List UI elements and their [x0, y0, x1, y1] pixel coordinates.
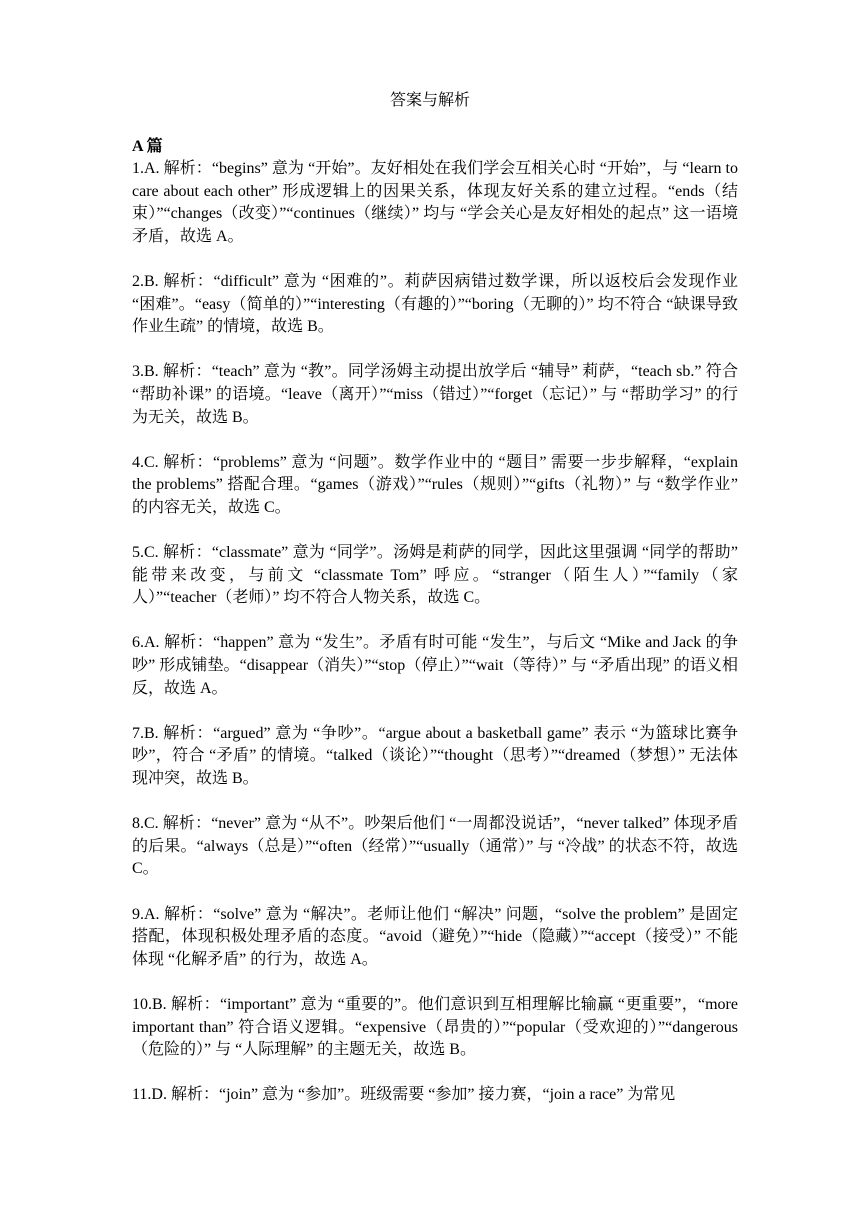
answer-item-4: 4.C. 解析：“problems” 意为 “问题”。数学作业中的 “题目” 需要一步步解释，“explain the problems” 搭配合理。“games（游戏）”“rules（规则）”“gifts（礼物）” 与 “数学作业” 的内容无关，故选 C。 [132, 453, 738, 516]
answer-item-7: 7.B. 解析：“argued” 意为 “争吵”。“argue about a basketball game” 表示 “为篮球比赛争吵”，符合 “矛盾” 的情境。“talked（谈论）”“thought（思考）”“dreamed（梦想）” 无法体现冲突，故选 B。 [132, 724, 738, 788]
answer-item-9: 9.A. 解析：“solve” 意为 “解决”。老师让他们 “解决” 问题，“solve the problem” 是固定搭配，体现积极处理矛盾的态度。“avoid（避免）”“hide（隐藏）”“accept（接受）” 不能体现 “化解矛盾” 的行为，故选 A。 [132, 905, 738, 968]
answer-item-1: 1.A. 解析：“begins” 意为 “开始”。友好相处在我们学会互相关心时 “开始”，与 “learn to care about each other” 形成逻辑上的因果关系，体现友好关系的建立过程。“ends（结束）”“changes（改变）”“continues（继续）” 均与 “学会关心是友好相处的起点” 这一语境矛盾，故选 A。 [132, 160, 738, 245]
answer-item-2: 2.B. 解析：“difficult” 意为 “困难的”。莉萨因病错过数学课，所以返校后会发现作业 “困难”。“easy（简单的）”“interesting（有趣的）”“boring（无聊的）” 均不符合 “缺课导致作业生疏” 的情境，故选 B。 [132, 272, 738, 336]
answer-item-10: 10.B. 解析：“important” 意为 “重要的”。他们意识到互相理解比输赢 “更重要”，“more important than” 符合语义逻辑。“expensive（昂贵的）”“popular（受欢迎的）”“dangerous（危险的）” 与 “人际理解” 的主题无关，故选 B。 [132, 995, 738, 1059]
answer-item-3: 3.B. 解析：“teach” 意为 “教”。同学汤姆主动提出放学后 “辅导” 莉萨，“teach sb.” 符合 “帮助补课” 的语境。“leave（离开）”“miss（错过）”“forget（忘记）” 与 “帮助学习” 的行为无关，故选 B。 [132, 363, 738, 426]
answer-item-8: 8.C. 解析：“never” 意为 “从不”。吵架后他们 “一周都没说话”，“never talked” 体现矛盾的后果。“always（总是）”“often（经常）”“usually（通常）” 与 “冷战” 的状态不符，故选 C。 [132, 815, 738, 878]
answer-item-6: 6.A. 解析：“happen” 意为 “发生”。矛盾有时可能 “发生”，与后文 “Mike and Jack 的争吵” 形成铺垫。“disappear（消失）”“stop（停止）”“wait（等待）” 与 “矛盾出现” 的语义相反，故选 A。 [132, 634, 738, 697]
answer-item-11: 11.D. 解析：“join” 意为 “参加”。班级需要 “参加” 接力赛，“join a race” 为常见 [132, 1086, 676, 1104]
answer-list [132, 158, 738, 1107]
section-heading: A 篇 [132, 138, 163, 155]
page-title: 答案与解析 [389, 92, 470, 109]
answer-item-5: 5.C. 解析：“classmate” 意为 “同学”。汤姆是莉萨的同学，因此这里强调 “同学的帮助” 能带来改变，与前文 “classmate Tom” 呼应。“stranger（陌生人）”“family（家人）”“teacher（老师）” 均不符合人物关系，故选 C。 [132, 544, 738, 607]
